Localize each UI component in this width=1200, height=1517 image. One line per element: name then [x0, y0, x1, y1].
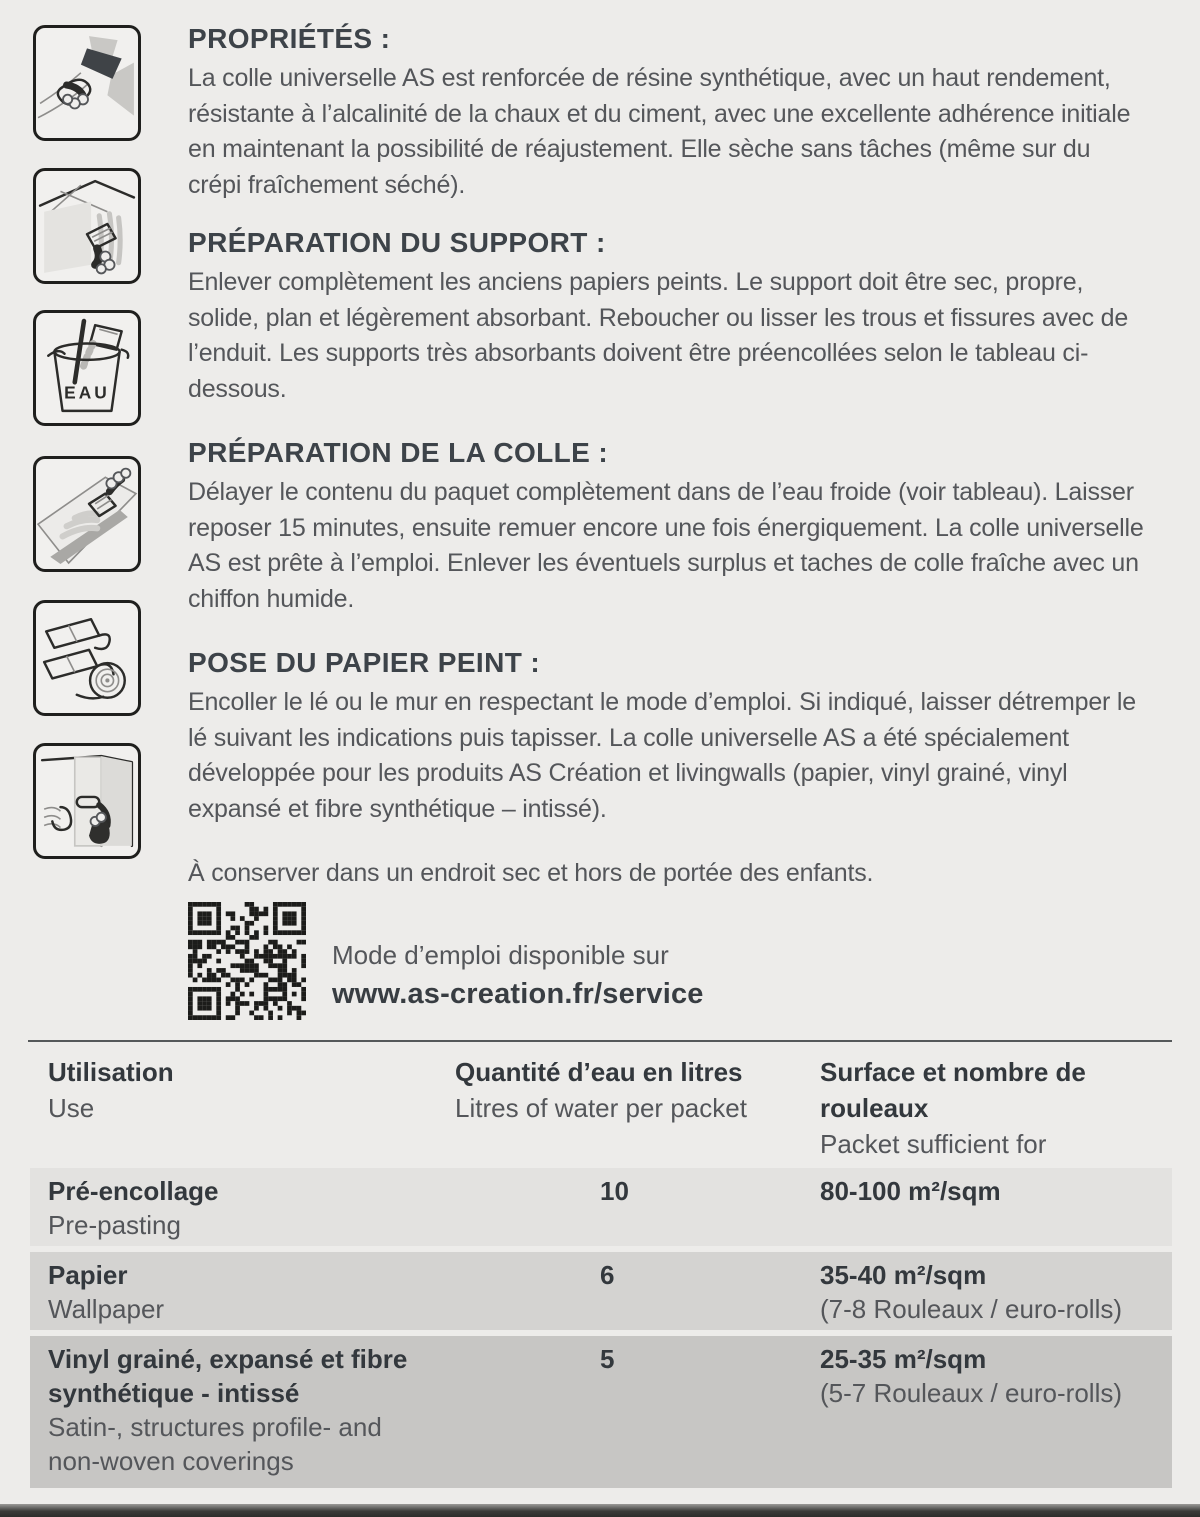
- mix-glue-in-water-bucket-icon: [33, 310, 141, 426]
- row-use-fr: Vinyl grainé, expansé et fibre synthétique - intissé: [48, 1344, 408, 1408]
- row-use-en: Wallpaper: [48, 1294, 165, 1324]
- row-rolls: (7-8 Rouleaux / euro-rolls): [820, 1294, 1123, 1324]
- section-body: Encoller le lé ou le mur en respectant le mode d’emploi. Si indiqué, laisser détremper le lé suivant les indications puis tapisser. La colle universelle AS a été spécialement développée pour les produits AS Création et livingwalls (papier, vinyl grainé, vinyl expansé et fibre synthétique – intissé).: [188, 688, 1136, 823]
- main-text-column: [188, 0, 1144, 1040]
- paste-the-strip-on-table-icon: [33, 456, 141, 572]
- row-use-en: Satin-, structures profile- and non-woven coverings: [48, 1412, 382, 1476]
- qr-caption: Mode d’emploi disponible sur: [332, 940, 669, 970]
- row-litres: 5: [600, 1344, 615, 1374]
- dosage-table: [0, 1040, 1200, 1488]
- booked-wallpaper-strips-icon: [33, 600, 141, 716]
- table-row: [30, 1336, 1172, 1488]
- row-surface: 35-40 m²/sqm: [820, 1260, 987, 1290]
- qr-url: www.as-creation.fr/service: [332, 978, 704, 1010]
- qr-code: [188, 902, 306, 1020]
- header-surface-rouleaux: Surface et nombre de rouleaux Packet sufficient for: [820, 1057, 1086, 1159]
- section-body: Enlever complètement les anciens papiers peints. Le support doit être sec, propre, solide, plan et légèrement absorbant. Reboucher ou lisser les trous et fissures avec de l’enduit. Les supports très absorbants doivent être préencollées selon le tableau ci-dessous.: [188, 268, 1129, 403]
- row-rolls: (5-7 Rouleaux / euro-rolls): [820, 1378, 1123, 1408]
- bucket-eau-label: EAU: [64, 382, 110, 403]
- scan-edge-bar: [0, 1504, 1200, 1517]
- table-row: [30, 1168, 1172, 1246]
- section-pose-papier-peint: [188, 646, 1144, 827]
- section-body: Délayer le contenu du paquet complètement dans de l’eau froide (voir tableau). Laisser reposer 15 minutes, ensuite remuer encore une fois énergiquement. La colle universelle AS est prête à l’emploi. Enlever les éventuels surplus et taches de colle fraîche avec un chiffon humide.: [188, 478, 1144, 613]
- row-use-en: Pre-pasting: [48, 1210, 181, 1240]
- table-header-row: [0, 1042, 1200, 1162]
- hang-and-smooth-wallpaper-icon: [33, 743, 141, 859]
- paste-the-wall-icon: [33, 168, 141, 284]
- row-surface: 25-35 m²/sqm: [820, 1344, 987, 1374]
- section-preparation-colle: [188, 436, 1144, 617]
- row-litres: 6: [600, 1260, 615, 1290]
- row-use-fr: Papier: [48, 1260, 128, 1290]
- section-heading: PROPRIÉTÉS :: [188, 23, 391, 54]
- row-surface: 80-100 m²/sqm: [820, 1176, 1001, 1206]
- section-heading: PRÉPARATION DE LA COLLE :: [188, 437, 609, 468]
- section-proprietes: [188, 22, 1144, 203]
- strip-old-wallpaper-icon: [33, 25, 141, 141]
- header-quantite-eau: Quantité d’eau en litres Litres of water per packet: [455, 1057, 747, 1123]
- header-utilisation: Utilisation Use: [48, 1057, 174, 1123]
- row-litres: 10: [600, 1176, 629, 1206]
- section-heading: PRÉPARATION DU SUPPORT :: [188, 227, 606, 258]
- section-body: La colle universelle AS est renforcée de résine synthétique, avec un haut rendement, résistante à l’alcalinité de la chaux et du ciment, avec une excellente adhérence initiale en maintenant la possibilité de réajustement. Elle sèche sans tâches (même sur du crépi fraîchement séché).: [188, 64, 1131, 199]
- row-use-fr: Pré-encollage: [48, 1176, 219, 1206]
- section-preparation-support: [188, 226, 1144, 407]
- storage-note: À conserver dans un endroit sec et hors de portée des enfants.: [188, 859, 874, 887]
- section-heading: POSE DU PAPIER PEINT :: [188, 647, 541, 678]
- table-row: [30, 1252, 1172, 1330]
- qr-row: [188, 902, 704, 1020]
